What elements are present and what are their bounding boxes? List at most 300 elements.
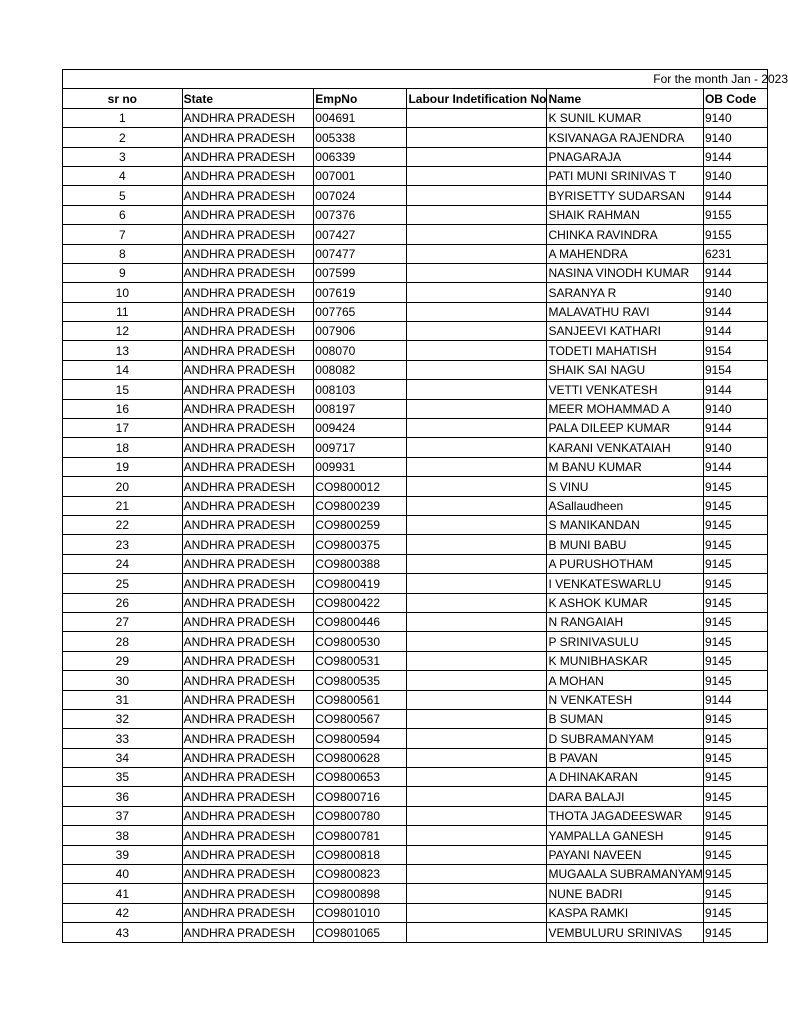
table-row: [63, 923, 768, 942]
row-empno: 007001: [314, 166, 407, 185]
table-row: [63, 806, 768, 825]
row-name: K MUNIBHASKAR: [547, 651, 703, 670]
row-state: ANDHRA PRADESH: [182, 108, 314, 127]
row-sr-no: 34: [63, 748, 183, 767]
row-state: ANDHRA PRADESH: [182, 923, 314, 942]
row-empno: CO9800012: [314, 477, 407, 496]
header-row: [63, 89, 768, 108]
row-empno: CO9800375: [314, 535, 407, 554]
row-sr-no: 15: [63, 380, 183, 399]
row-labour-id: [407, 671, 547, 690]
table-row: [63, 341, 768, 360]
row-empno: CO9800823: [314, 865, 407, 884]
row-state: ANDHRA PRADESH: [182, 205, 314, 224]
row-labour-id: [407, 865, 547, 884]
row-ob-code: 9144: [703, 147, 767, 166]
row-labour-id: [407, 341, 547, 360]
period-row: [63, 70, 768, 89]
row-empno: CO9800628: [314, 748, 407, 767]
row-name: I VENKATESWARLU: [547, 574, 703, 593]
row-labour-id: [407, 632, 547, 651]
row-name: N VENKATESH: [547, 690, 703, 709]
row-sr-no: 27: [63, 612, 183, 631]
row-ob-code: 9140: [703, 108, 767, 127]
row-empno: CO9800446: [314, 612, 407, 631]
row-name: M BANU KUMAR: [547, 457, 703, 476]
row-state: ANDHRA PRADESH: [182, 729, 314, 748]
row-empno: CO9800781: [314, 826, 407, 845]
row-labour-id: [407, 380, 547, 399]
row-labour-id: [407, 147, 547, 166]
row-state: ANDHRA PRADESH: [182, 360, 314, 379]
row-sr-no: 41: [63, 884, 183, 903]
row-ob-code: 9154: [703, 341, 767, 360]
row-labour-id: [407, 690, 547, 709]
header-labour-id: Labour Indetification No: [407, 89, 547, 108]
row-empno: CO9800818: [314, 845, 407, 864]
row-sr-no: 38: [63, 826, 183, 845]
row-ob-code: 9145: [703, 612, 767, 631]
row-labour-id: [407, 496, 547, 515]
row-labour-id: [407, 419, 547, 438]
row-empno: CO9800422: [314, 593, 407, 612]
row-name: MALAVATHU RAVI: [547, 302, 703, 321]
table-row: [63, 108, 768, 127]
row-labour-id: [407, 884, 547, 903]
row-state: ANDHRA PRADESH: [182, 341, 314, 360]
row-sr-no: 5: [63, 186, 183, 205]
row-state: ANDHRA PRADESH: [182, 612, 314, 631]
row-empno: 009717: [314, 438, 407, 457]
row-sr-no: 23: [63, 535, 183, 554]
row-sr-no: 36: [63, 787, 183, 806]
row-labour-id: [407, 399, 547, 418]
row-sr-no: 28: [63, 632, 183, 651]
row-name: KASPA RAMKI: [547, 903, 703, 922]
header-state: State: [182, 89, 314, 108]
row-sr-no: 6: [63, 205, 183, 224]
table-row: [63, 283, 768, 302]
row-empno: CO9800567: [314, 709, 407, 728]
row-empno: 007906: [314, 322, 407, 341]
row-state: ANDHRA PRADESH: [182, 515, 314, 534]
row-empno: CO9800898: [314, 884, 407, 903]
row-state: ANDHRA PRADESH: [182, 244, 314, 263]
row-labour-id: [407, 651, 547, 670]
row-sr-no: 8: [63, 244, 183, 263]
row-state: ANDHRA PRADESH: [182, 457, 314, 476]
row-name: CHINKA RAVINDRA: [547, 225, 703, 244]
row-labour-id: [407, 477, 547, 496]
row-sr-no: 16: [63, 399, 183, 418]
row-labour-id: [407, 360, 547, 379]
row-empno: CO9800259: [314, 515, 407, 534]
row-state: ANDHRA PRADESH: [182, 399, 314, 418]
row-name: SHAIK RAHMAN: [547, 205, 703, 224]
row-empno: 008082: [314, 360, 407, 379]
row-state: ANDHRA PRADESH: [182, 128, 314, 147]
row-empno: CO9800716: [314, 787, 407, 806]
table-row: [63, 535, 768, 554]
row-sr-no: 24: [63, 554, 183, 573]
row-name: VEMBULURU SRINIVAS: [547, 923, 703, 942]
row-empno: CO9800561: [314, 690, 407, 709]
row-ob-code: 9145: [703, 593, 767, 612]
table-row: [63, 457, 768, 476]
row-sr-no: 1: [63, 108, 183, 127]
row-labour-id: [407, 515, 547, 534]
row-name: N RANGAIAH: [547, 612, 703, 631]
row-state: ANDHRA PRADESH: [182, 419, 314, 438]
row-ob-code: 9145: [703, 787, 767, 806]
row-ob-code: 9145: [703, 884, 767, 903]
row-labour-id: [407, 903, 547, 922]
row-ob-code: 9145: [703, 826, 767, 845]
row-empno: 008070: [314, 341, 407, 360]
row-name: PATI MUNI SRINIVAS T: [547, 166, 703, 185]
row-sr-no: 40: [63, 865, 183, 884]
row-empno: CO9800594: [314, 729, 407, 748]
table-row: [63, 360, 768, 379]
row-labour-id: [407, 457, 547, 476]
row-state: ANDHRA PRADESH: [182, 806, 314, 825]
row-name: KSIVANAGA RAJENDRA: [547, 128, 703, 147]
row-state: ANDHRA PRADESH: [182, 884, 314, 903]
row-state: ANDHRA PRADESH: [182, 748, 314, 767]
row-empno: CO9800239: [314, 496, 407, 515]
table-row: [63, 729, 768, 748]
row-ob-code: 9144: [703, 263, 767, 282]
row-name: VETTI VENKATESH: [547, 380, 703, 399]
row-ob-code: 9144: [703, 380, 767, 399]
row-sr-no: 42: [63, 903, 183, 922]
row-name: B MUNI BABU: [547, 535, 703, 554]
row-labour-id: [407, 729, 547, 748]
row-ob-code: 9145: [703, 923, 767, 942]
table-row: [63, 632, 768, 651]
row-name: A MAHENDRA: [547, 244, 703, 263]
row-state: ANDHRA PRADESH: [182, 709, 314, 728]
row-labour-id: [407, 322, 547, 341]
row-labour-id: [407, 283, 547, 302]
row-ob-code: 9145: [703, 477, 767, 496]
row-state: ANDHRA PRADESH: [182, 496, 314, 515]
row-state: ANDHRA PRADESH: [182, 554, 314, 573]
row-sr-no: 35: [63, 768, 183, 787]
table-row: [63, 186, 768, 205]
table-row: [63, 496, 768, 515]
row-name: S MANIKANDAN: [547, 515, 703, 534]
row-state: ANDHRA PRADESH: [182, 865, 314, 884]
row-empno: 004691: [314, 108, 407, 127]
row-empno: CO9800780: [314, 806, 407, 825]
row-ob-code: 9145: [703, 632, 767, 651]
row-sr-no: 43: [63, 923, 183, 942]
row-ob-code: 9145: [703, 748, 767, 767]
row-labour-id: [407, 709, 547, 728]
row-name: S VINU: [547, 477, 703, 496]
row-state: ANDHRA PRADESH: [182, 477, 314, 496]
row-name: MEER MOHAMMAD A: [547, 399, 703, 418]
table-row: [63, 438, 768, 457]
row-state: ANDHRA PRADESH: [182, 535, 314, 554]
row-name: SHAIK SAI NAGU: [547, 360, 703, 379]
table-row: [63, 515, 768, 534]
row-ob-code: 9145: [703, 865, 767, 884]
table-row: [63, 147, 768, 166]
table-row: [63, 865, 768, 884]
row-name: PAYANI NAVEEN: [547, 845, 703, 864]
row-state: ANDHRA PRADESH: [182, 322, 314, 341]
row-sr-no: 7: [63, 225, 183, 244]
row-name: NASINA VINODH KUMAR: [547, 263, 703, 282]
table-row: [63, 419, 768, 438]
row-sr-no: 14: [63, 360, 183, 379]
row-sr-no: 37: [63, 806, 183, 825]
row-ob-code: 9155: [703, 225, 767, 244]
row-empno: 009424: [314, 419, 407, 438]
row-labour-id: [407, 612, 547, 631]
table-row: [63, 166, 768, 185]
row-sr-no: 19: [63, 457, 183, 476]
row-state: ANDHRA PRADESH: [182, 690, 314, 709]
row-empno: 009931: [314, 457, 407, 476]
table-row: [63, 205, 768, 224]
row-sr-no: 32: [63, 709, 183, 728]
row-sr-no: 31: [63, 690, 183, 709]
row-sr-no: 25: [63, 574, 183, 593]
row-state: ANDHRA PRADESH: [182, 845, 314, 864]
row-labour-id: [407, 748, 547, 767]
row-empno: 008197: [314, 399, 407, 418]
row-labour-id: [407, 923, 547, 942]
row-labour-id: [407, 554, 547, 573]
table-row: [63, 845, 768, 864]
row-sr-no: 22: [63, 515, 183, 534]
row-empno: CO9801065: [314, 923, 407, 942]
row-name: K ASHOK KUMAR: [547, 593, 703, 612]
row-name: PNAGARAJA: [547, 147, 703, 166]
row-sr-no: 10: [63, 283, 183, 302]
table-row: [63, 651, 768, 670]
row-sr-no: 18: [63, 438, 183, 457]
table-row: [63, 128, 768, 147]
row-labour-id: [407, 574, 547, 593]
row-state: ANDHRA PRADESH: [182, 186, 314, 205]
row-ob-code: 9154: [703, 360, 767, 379]
row-sr-no: 30: [63, 671, 183, 690]
row-name: DARA BALAJI: [547, 787, 703, 806]
row-empno: 007765: [314, 302, 407, 321]
row-sr-no: 33: [63, 729, 183, 748]
row-name: A DHINAKARAN: [547, 768, 703, 787]
row-state: ANDHRA PRADESH: [182, 768, 314, 787]
table-row: [63, 399, 768, 418]
row-sr-no: 11: [63, 302, 183, 321]
row-labour-id: [407, 438, 547, 457]
table-row: [63, 302, 768, 321]
row-name: KARANI VENKATAIAH: [547, 438, 703, 457]
header-name: Name: [547, 89, 703, 108]
row-name: YAMPALLA GANESH: [547, 826, 703, 845]
row-empno: 005338: [314, 128, 407, 147]
row-sr-no: 29: [63, 651, 183, 670]
row-name: K SUNIL KUMAR: [547, 108, 703, 127]
table-row: [63, 709, 768, 728]
table-row: [63, 225, 768, 244]
row-empno: 007427: [314, 225, 407, 244]
row-ob-code: 9145: [703, 903, 767, 922]
row-ob-code: 9140: [703, 399, 767, 418]
header-sr-no: sr no: [63, 89, 183, 108]
row-empno: 006339: [314, 147, 407, 166]
row-empno: 007024: [314, 186, 407, 205]
row-state: ANDHRA PRADESH: [182, 903, 314, 922]
row-empno: CO9800653: [314, 768, 407, 787]
row-empno: CO9800530: [314, 632, 407, 651]
row-name: SANJEEVI KATHARI: [547, 322, 703, 341]
row-name: B PAVAN: [547, 748, 703, 767]
row-labour-id: [407, 787, 547, 806]
row-empno: CO9800419: [314, 574, 407, 593]
row-sr-no: 20: [63, 477, 183, 496]
header-empno: EmpNo: [314, 89, 407, 108]
row-state: ANDHRA PRADESH: [182, 302, 314, 321]
row-sr-no: 39: [63, 845, 183, 864]
table-body: [63, 108, 768, 942]
row-state: ANDHRA PRADESH: [182, 632, 314, 651]
row-labour-id: [407, 205, 547, 224]
table-row: [63, 690, 768, 709]
row-labour-id: [407, 244, 547, 263]
row-ob-code: 9145: [703, 651, 767, 670]
row-ob-code: 9145: [703, 535, 767, 554]
row-empno: 007619: [314, 283, 407, 302]
row-labour-id: [407, 593, 547, 612]
row-state: ANDHRA PRADESH: [182, 438, 314, 457]
row-empno: CO9801010: [314, 903, 407, 922]
row-labour-id: [407, 826, 547, 845]
row-state: ANDHRA PRADESH: [182, 166, 314, 185]
row-ob-code: 9144: [703, 302, 767, 321]
row-state: ANDHRA PRADESH: [182, 574, 314, 593]
row-ob-code: 9140: [703, 283, 767, 302]
row-name: THOTA JAGADEESWAR: [547, 806, 703, 825]
row-ob-code: 9144: [703, 419, 767, 438]
table-row: [63, 768, 768, 787]
row-labour-id: [407, 128, 547, 147]
row-empno: 008103: [314, 380, 407, 399]
row-ob-code: 9145: [703, 768, 767, 787]
row-state: ANDHRA PRADESH: [182, 787, 314, 806]
row-ob-code: 9140: [703, 166, 767, 185]
row-empno: CO9800388: [314, 554, 407, 573]
row-name: SARANYA R: [547, 283, 703, 302]
row-name: D SUBRAMANYAM: [547, 729, 703, 748]
row-sr-no: 26: [63, 593, 183, 612]
table-row: [63, 322, 768, 341]
row-ob-code: 9140: [703, 128, 767, 147]
row-ob-code: 9145: [703, 574, 767, 593]
row-empno: 007376: [314, 205, 407, 224]
employee-table: [62, 69, 788, 943]
row-sr-no: 3: [63, 147, 183, 166]
row-labour-id: [407, 225, 547, 244]
row-ob-code: 9140: [703, 438, 767, 457]
row-name: PALA DILEEP KUMAR: [547, 419, 703, 438]
table-row: [63, 244, 768, 263]
row-ob-code: 6231: [703, 244, 767, 263]
row-labour-id: [407, 186, 547, 205]
table-row: [63, 380, 768, 399]
row-labour-id: [407, 535, 547, 554]
table-row: [63, 826, 768, 845]
row-ob-code: 9145: [703, 671, 767, 690]
row-ob-code: 9145: [703, 729, 767, 748]
row-state: ANDHRA PRADESH: [182, 283, 314, 302]
table-row: [63, 574, 768, 593]
row-sr-no: 21: [63, 496, 183, 515]
row-sr-no: 17: [63, 419, 183, 438]
table-row: [63, 884, 768, 903]
row-empno: CO9800535: [314, 671, 407, 690]
row-state: ANDHRA PRADESH: [182, 147, 314, 166]
table-row: [63, 612, 768, 631]
row-ob-code: 9145: [703, 806, 767, 825]
row-labour-id: [407, 108, 547, 127]
row-name: ASallaudheen: [547, 496, 703, 515]
row-ob-code: 9145: [703, 515, 767, 534]
row-state: ANDHRA PRADESH: [182, 593, 314, 612]
row-sr-no: 12: [63, 322, 183, 341]
row-sr-no: 2: [63, 128, 183, 147]
row-labour-id: [407, 845, 547, 864]
table-row: [63, 903, 768, 922]
row-labour-id: [407, 263, 547, 282]
row-state: ANDHRA PRADESH: [182, 380, 314, 399]
row-sr-no: 9: [63, 263, 183, 282]
row-name: P SRINIVASULU: [547, 632, 703, 651]
row-ob-code: 9145: [703, 554, 767, 573]
row-state: ANDHRA PRADESH: [182, 671, 314, 690]
row-name: BYRISETTY SUDARSAN: [547, 186, 703, 205]
row-ob-code: 9144: [703, 690, 767, 709]
row-labour-id: [407, 166, 547, 185]
row-state: ANDHRA PRADESH: [182, 263, 314, 282]
row-ob-code: 9144: [703, 457, 767, 476]
row-sr-no: 4: [63, 166, 183, 185]
table-row: [63, 554, 768, 573]
table-row: [63, 593, 768, 612]
period-cell: [63, 70, 788, 89]
row-ob-code: 9144: [703, 322, 767, 341]
row-ob-code: 9144: [703, 186, 767, 205]
table-row: [63, 748, 768, 767]
row-state: ANDHRA PRADESH: [182, 826, 314, 845]
row-ob-code: 9145: [703, 709, 767, 728]
row-ob-code: 9145: [703, 845, 767, 864]
header-ob-code: OB Code: [703, 89, 767, 108]
row-name: B SUMAN: [547, 709, 703, 728]
row-state: ANDHRA PRADESH: [182, 225, 314, 244]
table-row: [63, 787, 768, 806]
table-row: [63, 263, 768, 282]
row-name: TODETI MAHATISH: [547, 341, 703, 360]
row-name: MUGAALA SUBRAMANYAM: [547, 865, 703, 884]
row-ob-code: 9155: [703, 205, 767, 224]
row-sr-no: 13: [63, 341, 183, 360]
table-row: [63, 477, 768, 496]
